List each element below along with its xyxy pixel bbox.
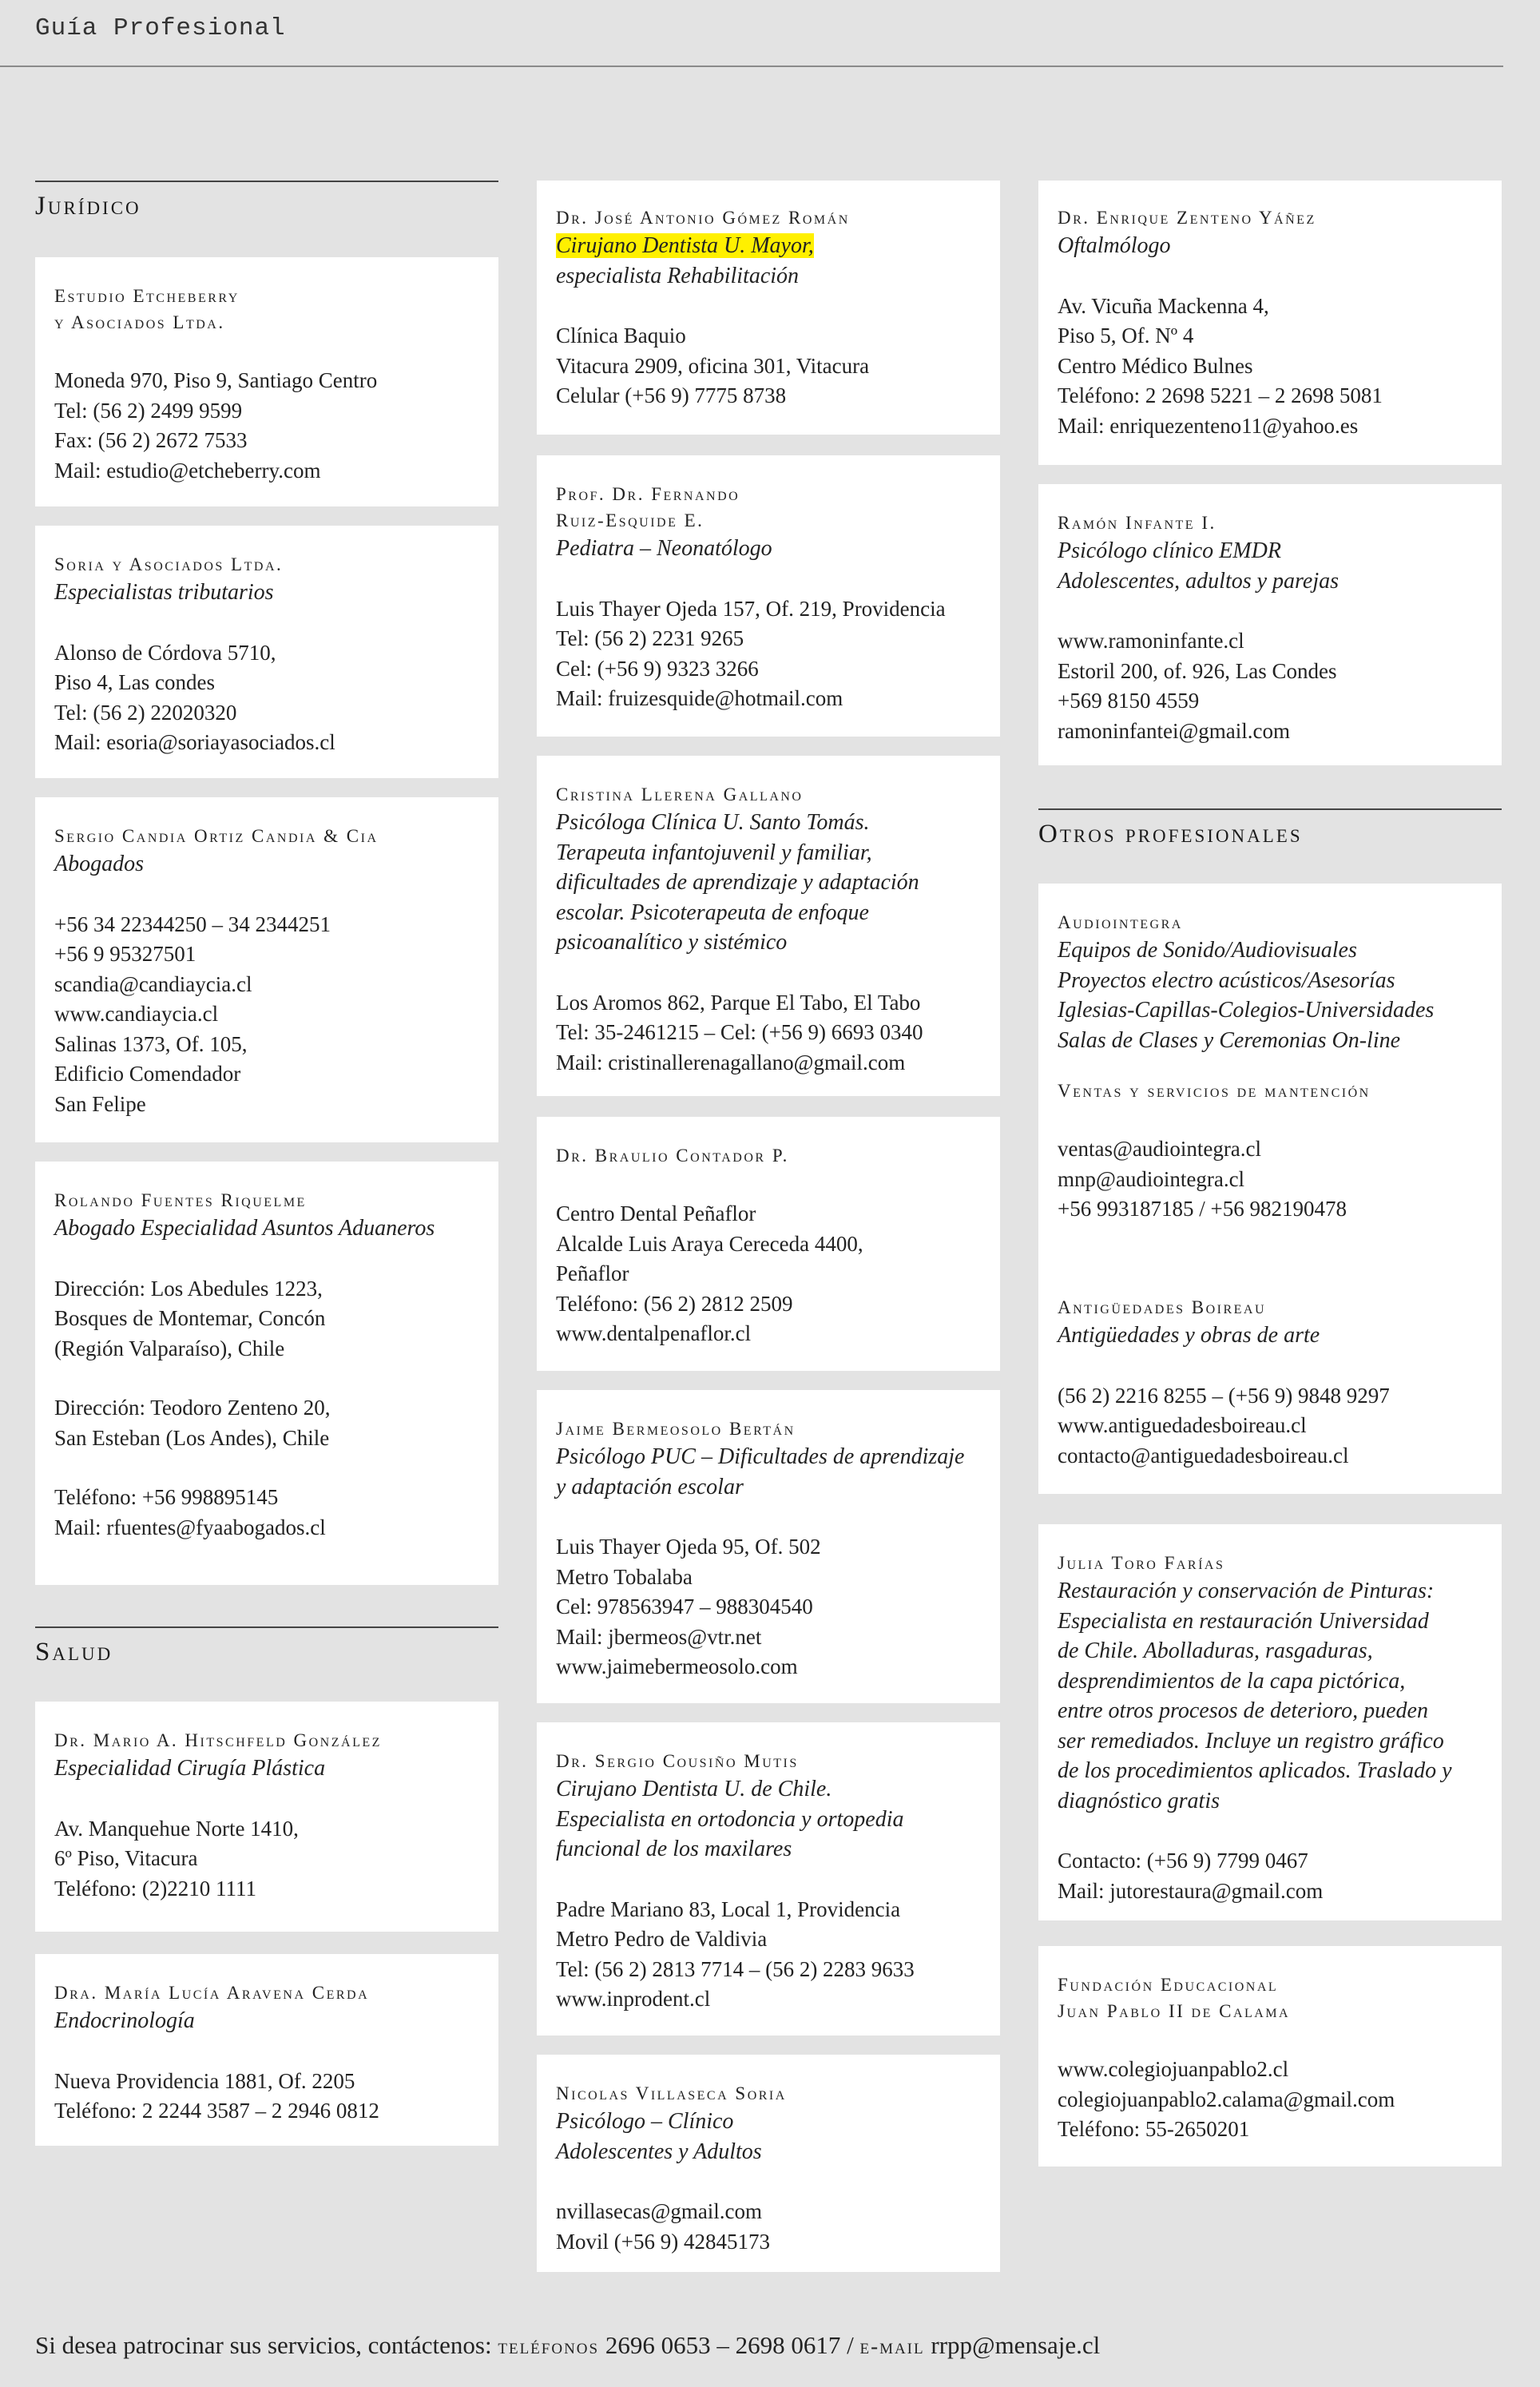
- listing-specialty: Especialistas tributarios: [54, 580, 274, 605]
- listing-name: Audiointegra: [1058, 912, 1183, 932]
- listing-details: [556, 594, 981, 714]
- email-line: Mail: esoria@soriayasociados.cl: [54, 730, 335, 754]
- specialty-line: de Chile. Abolladuras, rasgaduras,: [1058, 1638, 1373, 1663]
- phone-line: Teléfono: (2)2210 1111: [54, 1876, 257, 1900]
- listing-specialty: [556, 1774, 981, 1865]
- specialty-line: Adolescentes y Adultos: [556, 2139, 762, 2164]
- listing-details: [556, 1895, 981, 2015]
- phone-line: Contacto: (+56 9) 7799 0467: [1058, 1849, 1308, 1873]
- listing-specialty: [556, 2107, 981, 2167]
- listing-card-boireau: [1038, 1269, 1502, 1494]
- specialty-line: diagnóstico gratis: [1058, 1788, 1220, 1813]
- address-line: Centro Dental Peñaflor: [556, 1201, 756, 1225]
- address-line: Dirección: Teodoro Zenteno 20,: [54, 1396, 331, 1420]
- listing-details: [1058, 626, 1482, 746]
- phone-line: Tel: (56 2) 2231 9265: [556, 626, 744, 650]
- address-line: Piso 5, Of. Nº 4: [1058, 324, 1194, 348]
- address-line: Peñaflor: [556, 1261, 629, 1285]
- listing-name: Estudio Etcheberry y Asociados Ltda.: [54, 286, 240, 332]
- email-line: contacto@antiguedadesboireau.cl: [1058, 1443, 1349, 1468]
- listing-specialty: [556, 231, 981, 261]
- listing-details: [1058, 292, 1482, 442]
- footer-email[interactable]: rrpp@mensaje.cl: [924, 2331, 1101, 2359]
- phone-line: +56 9 95327501: [54, 942, 196, 966]
- address-line: Centro Médico Bulnes: [1058, 353, 1253, 378]
- listing-card-toro: [1038, 1524, 1502, 1920]
- listing-specialty: [1058, 536, 1482, 596]
- address-line: Padre Mariano 83, Local 1, Providencia: [556, 1896, 901, 1921]
- listing-name: Rolando Fuentes Riquelme: [54, 1190, 307, 1210]
- specialty-line: escolar. Psicoterapeuta de enfoque: [556, 900, 869, 925]
- listing-details: [1058, 1846, 1482, 1906]
- listing-card-contador: [537, 1117, 1000, 1371]
- column-3: [1038, 0, 1502, 2317]
- listing-details: [1058, 1134, 1482, 1225]
- listing-details: [1058, 1381, 1482, 1472]
- website-line: www.dentalpenaflor.cl: [556, 1321, 752, 1345]
- address-line: (Región Valparaíso), Chile: [54, 1336, 285, 1360]
- address-line: Nueva Providencia 1881, Of. 2205: [54, 2068, 355, 2093]
- specialty-line: Psicólogo – Clínico: [556, 2109, 734, 2134]
- listing-subheading: Ventas y servicios de mantención: [1058, 1081, 1371, 1101]
- listing-details: [54, 2067, 479, 2127]
- phone-line: Teléfono: (56 2) 2812 2509: [556, 1291, 793, 1316]
- specialty-line: Terapeuta infantojuvenil y familiar,: [556, 840, 872, 865]
- listing-card-etcheberry: [35, 257, 498, 506]
- listing-name: Ramón Infante I.: [1058, 513, 1217, 533]
- address-line: Piso 4, Las condes: [54, 670, 215, 694]
- listing-name: Dr. Enrique Zenteno Yáñez: [1058, 208, 1316, 228]
- listing-details: [556, 2197, 981, 2257]
- email-line: Mail: jbermeos@vtr.net: [556, 1624, 762, 1649]
- listing-name: Julia Toro Farías: [1058, 1553, 1225, 1573]
- address-line: Metro Pedro de Valdivia: [556, 1927, 768, 1951]
- address-line: Luis Thayer Ojeda 95, Of. 502: [556, 1535, 821, 1559]
- address-line: Alonso de Córdova 5710,: [54, 640, 276, 665]
- phone-line: Cel: 978563947 – 988304540: [556, 1595, 813, 1618]
- listing-name: Cristina Llerena Gallano: [556, 784, 804, 804]
- email-line: Mail: fruizesquide@hotmail.com: [556, 686, 843, 710]
- listing-specialty: Especialidad Cirugía Plástica: [54, 1756, 326, 1781]
- email-line: Mail: enriquezenteno11@yahoo.es: [1058, 413, 1359, 438]
- listing-specialty: Abogados: [54, 852, 144, 876]
- section-heading-salud: Salud: [35, 1626, 498, 1668]
- email-line: Mail: rfuentes@fyaabogados.cl: [54, 1515, 326, 1539]
- phone-line: +569 8150 4559: [1058, 689, 1200, 713]
- specialty-line: Salas de Clases y Ceremonias On-line: [1058, 1027, 1401, 1053]
- listing-name: Fundación Educacional Juan Pablo II de Calama: [1058, 1975, 1291, 2021]
- listing-specialty: Oftalmólogo: [1058, 233, 1171, 258]
- specialty-line: desprendimientos de la capa pictórica,: [1058, 1668, 1406, 1694]
- website-line: www.candiaycia.cl: [54, 1002, 219, 1026]
- listing-name: Dr. José Antonio Gómez Román: [556, 208, 850, 228]
- listing-card-aravena: [35, 1954, 498, 2146]
- email-line: Mail: cristinallerenagallano@gmail.com: [556, 1050, 906, 1074]
- listing-name: Prof. Dr. Fernando Ruiz-Esquide E.: [556, 484, 740, 530]
- page-header-title: Guía Profesional: [35, 14, 286, 42]
- address-line: Av. Vicuña Mackenna 4,: [1058, 293, 1269, 318]
- listing-details: [556, 988, 981, 1078]
- phone-line: Tel: 35-2461215 – Cel: (+56 9) 6693 0340: [556, 1020, 923, 1044]
- listing-details: [556, 321, 981, 411]
- specialty-line: Psicólogo PUC – Dificultades de aprendizaje: [556, 1444, 965, 1469]
- phone-line: (56 2) 2216 8255 – (+56 9) 9848 9297: [1058, 1383, 1390, 1408]
- address-line: San Felipe: [54, 1091, 146, 1116]
- address-line: Clínica Baquio: [556, 324, 686, 348]
- listing-details: [1058, 2055, 1482, 2145]
- specialty-line: dificultades de aprendizaje y adaptación: [556, 870, 919, 895]
- listing-card-cousino: [537, 1722, 1000, 2036]
- specialty-line: entre otros procesos de deterioro, pueden: [1058, 1698, 1428, 1723]
- specialty-line: de los procedimientos aplicados. Traslado y: [1058, 1758, 1452, 1783]
- listing-details: [54, 366, 479, 486]
- phone-line: Tel: (56 2) 2499 9599: [54, 398, 243, 423]
- email-line: ventas@audiointegra.cl: [1058, 1137, 1262, 1161]
- footer-phones: 2696 0653 – 2698 0617 /: [599, 2331, 860, 2359]
- listing-specialty: Abogado Especialidad Asuntos Aduaneros: [54, 1216, 435, 1241]
- email-line: mnp@audiointegra.cl: [1058, 1166, 1245, 1191]
- listing-name: Dr. Mario A. Hitschfeld González: [54, 1730, 382, 1750]
- specialty-line: y adaptación escolar: [556, 1474, 744, 1499]
- address-line: Salinas 1373, Of. 105,: [54, 1031, 248, 1056]
- specialty-line: ser remediados. Incluye un registro gráfico: [1058, 1728, 1444, 1754]
- website-line: www.jaimebermeosolo.com: [556, 1654, 798, 1678]
- listing-card-candia: [35, 797, 498, 1142]
- section-heading-otros: Otros profesionales: [1038, 808, 1502, 850]
- listing-card-villaseca: [537, 2055, 1000, 2272]
- highlighted-text: Cirujano Dentista U. Mayor,: [556, 233, 814, 258]
- fax-line: Fax: (56 2) 2672 7533: [54, 428, 248, 452]
- address-line: Estoril 200, of. 926, Las Condes: [1058, 658, 1337, 683]
- specialty-line: funcional de los maxilares: [556, 1837, 792, 1861]
- listing-card-gomez: [537, 181, 1000, 435]
- phone-line: +56 34 22344250 – 34 2344251: [54, 912, 331, 936]
- specialty-line: psicoanalítico y sistémico: [556, 930, 788, 955]
- listing-specialty: Pediatra – Neonatólogo: [556, 536, 772, 561]
- listing-details: [556, 1532, 981, 1682]
- phone-line: Tel: (56 2) 2813 7714 – (56 2) 2283 9633: [556, 1956, 915, 1981]
- phone-line: Teléfono: 2 2244 3587 – 2 2946 0812: [54, 2099, 379, 2123]
- specialty-line: Psicóloga Clínica U. Santo Tomás.: [556, 810, 870, 835]
- email-line: Mail: estudio@etcheberry.com: [54, 458, 321, 483]
- listing-name: Soria y Asociados Ltda.: [54, 554, 284, 574]
- listing-specialty: Endocrinología: [54, 2008, 195, 2033]
- listing-specialty: [1058, 1576, 1482, 1816]
- listing-card-hitschfeld: [35, 1702, 498, 1932]
- specialty-line: Equipos de Sonido/Audiovisuales: [1058, 938, 1357, 963]
- listing-name: Nicolas Villaseca Soria: [556, 2083, 787, 2103]
- sponsorship-footer: [35, 2331, 1100, 2360]
- address-line: Bosques de Montemar, Concón: [54, 1306, 326, 1330]
- listing-details: [54, 1814, 479, 1904]
- footer-text: Si desea patrocinar sus servicios, contáctenos:: [35, 2331, 498, 2359]
- phone-line: Tel: (56 2) 22020320: [54, 700, 237, 725]
- address-line: Edificio Comendador: [54, 1062, 241, 1086]
- section-heading-juridico: Jurídico: [35, 181, 498, 222]
- listing-card-infante: [1038, 484, 1502, 765]
- address-line: Av. Manquehue Norte 1410,: [54, 1816, 299, 1841]
- website-line: www.antiguedadesboireau.cl: [1058, 1413, 1307, 1437]
- specialty-line: Adolescentes, adultos y parejas: [1058, 568, 1340, 594]
- listing-name: Dr. Braulio Contador P.: [556, 1146, 789, 1166]
- phone-line: Teléfono: +56 998895145: [54, 1485, 279, 1509]
- email-line: Mail: jutorestaura@gmail.com: [1058, 1878, 1324, 1903]
- listing-name: Dr. Sergio Cousiño Mutis: [556, 1751, 799, 1771]
- listing-specialty: [1058, 935, 1482, 1055]
- listing-details: [54, 1274, 479, 1543]
- specialty-line: Especialista en ortodoncia y ortopedia: [556, 1806, 904, 1832]
- specialty-line: Psicólogo clínico EMDR: [1058, 538, 1281, 563]
- listing-name: Jaime Bermeosolo Bertán: [556, 1419, 796, 1439]
- address-line: Moneda 970, Piso 9, Santiago Centro: [54, 368, 378, 392]
- listing-details: [54, 910, 479, 1120]
- listing-name: Dra. María Lucía Aravena Cerda: [54, 1983, 370, 2003]
- website-line: www.ramoninfante.cl: [1058, 629, 1244, 653]
- website-line: www.colegiojuanpablo2.cl: [1058, 2057, 1289, 2081]
- listing-specialty: Antigüedades y obras de arte: [1058, 1323, 1320, 1348]
- email-line: colegiojuanpablo2.calama@gmail.com: [1058, 2087, 1395, 2111]
- footer-email-label: e-mail: [859, 2334, 925, 2358]
- listing-specialty: [556, 808, 981, 958]
- address-line: Luis Thayer Ojeda 157, Of. 219, Providencia: [556, 596, 946, 621]
- listing-card-zenteno: [1038, 181, 1502, 465]
- address-line: Los Aromos 862, Parque El Tabo, El Tabo: [556, 990, 921, 1015]
- listing-details: [556, 1199, 981, 1349]
- listing-card-bermeosolo: [537, 1390, 1000, 1703]
- listing-card-fuentes: [35, 1162, 498, 1585]
- listing-specialty: [556, 1442, 981, 1502]
- footer-phones-label: teléfonos: [498, 2334, 600, 2358]
- specialty-line: Iglesias-Capillas-Colegios-Universidades: [1058, 998, 1435, 1023]
- listing-name: Sergio Candia Ortiz Candia & Cia: [54, 826, 379, 846]
- specialty-line: Proyectos electro acústicos/Asesorías: [1058, 967, 1395, 993]
- address-line: Dirección: Los Abedules 1223,: [54, 1276, 323, 1301]
- address-line: San Esteban (Los Andes), Chile: [54, 1425, 330, 1450]
- specialty-line: Especialista en restauración Universidad: [1058, 1608, 1429, 1634]
- address-line: Vitacura 2909, oficina 301, Vitacura: [556, 353, 870, 378]
- phone-line: Teléfono: 55-2650201: [1058, 2117, 1250, 2141]
- listing-card-ruiz: [537, 455, 1000, 737]
- listing-card-soria: [35, 526, 498, 778]
- listing-card-llerena: [537, 756, 1000, 1096]
- address-line: Metro Tobalaba: [556, 1564, 693, 1589]
- phone-line: Cel: (+56 9) 9323 3266: [556, 656, 759, 681]
- website-line: www.inprodent.cl: [556, 1987, 711, 2011]
- email-line: nvillasecas@gmail.com: [556, 2199, 763, 2223]
- address-line: 6º Piso, Vitacura: [54, 1846, 198, 1870]
- listing-details: [54, 638, 479, 758]
- column-2: [537, 0, 1000, 2317]
- listing-card-fundacion: [1038, 1946, 1502, 2167]
- phone-line: Movil (+56 9) 42845173: [556, 2229, 770, 2254]
- listing-specialty: especialista Rehabilitación: [556, 263, 800, 288]
- address-line: Alcalde Luis Araya Cereceda 4400,: [556, 1231, 863, 1256]
- email-line: ramoninfantei@gmail.com: [1058, 718, 1291, 743]
- phone-line: Teléfono: 2 2698 5221 – 2 2698 5081: [1058, 383, 1383, 407]
- listing-name: Antigüedades Boireau: [1058, 1297, 1267, 1317]
- specialty-line: Cirujano Dentista U. de Chile.: [556, 1777, 832, 1801]
- email-line: scandia@candiaycia.cl: [54, 971, 252, 996]
- specialty-line: Restauración y conservación de Pinturas:: [1058, 1579, 1435, 1603]
- phone-line: Celular (+56 9) 7775 8738: [556, 383, 787, 407]
- phone-line: +56 993187185 / +56 982190478: [1058, 1197, 1347, 1221]
- column-1: [35, 0, 498, 2317]
- listing-card-audiointegra: [1038, 884, 1502, 1272]
